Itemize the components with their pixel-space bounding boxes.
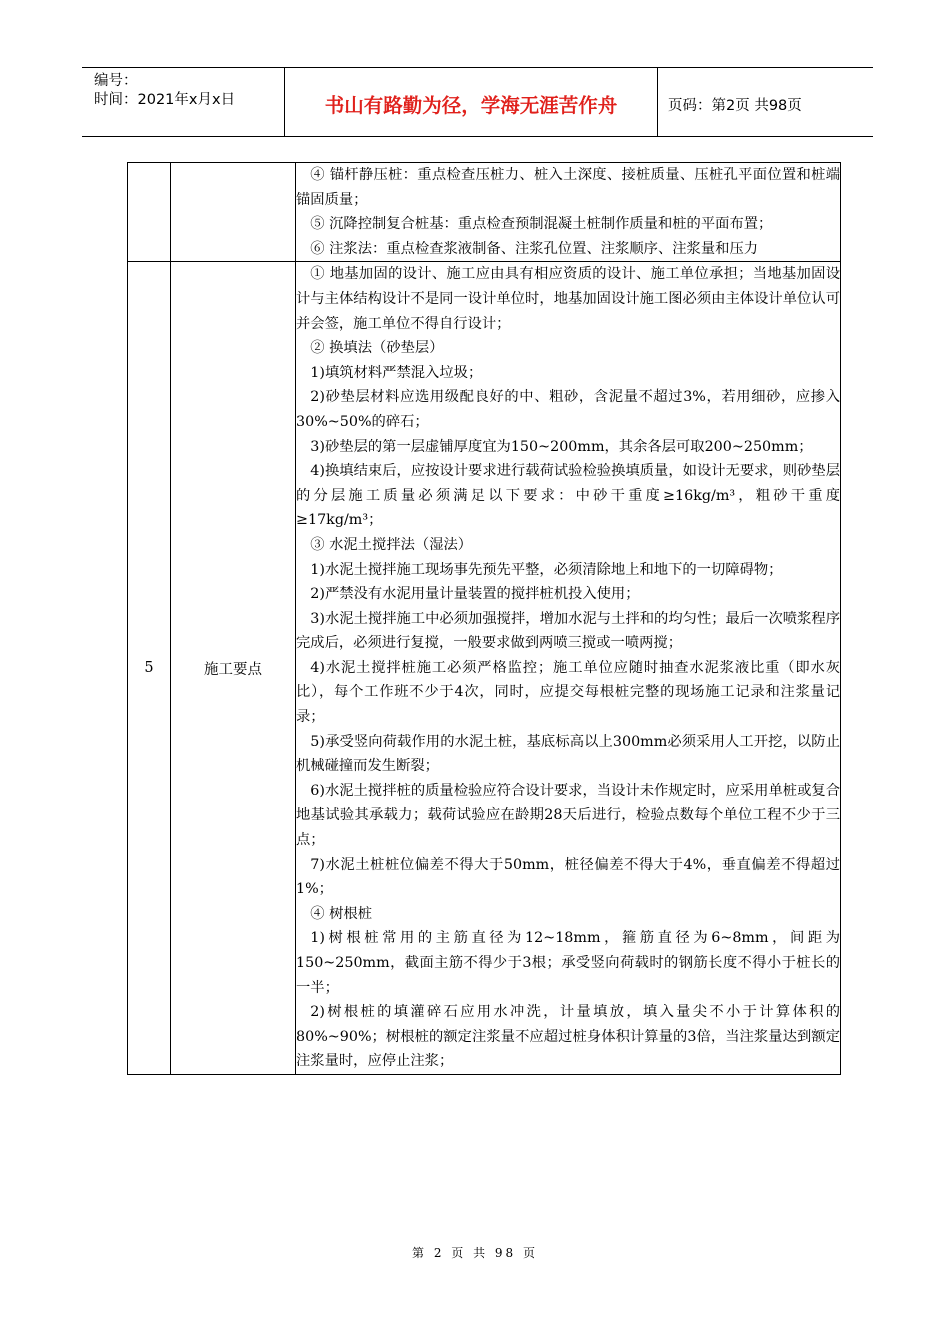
content-paragraph: ② 换填法（砂垫层） — [310, 340, 444, 357]
row-content-cell — [296, 262, 841, 1075]
content-paragraph: 1)填筑材料严禁混入垃圾； — [310, 364, 483, 381]
table-row — [128, 262, 841, 1075]
row-item-cell — [171, 163, 296, 262]
content-paragraph: 2)砂垫层材料应选用级配良好的中、粗砂，含泥量不超过3%，若用细砂，应掺入30%~50%的碎石； — [296, 389, 840, 430]
date-label: 时间：2021年x月x日 — [94, 92, 236, 108]
content-paragraph: 2)严禁没有水泥用量计量装置的搅拌桩机投入使用； — [310, 586, 640, 603]
page-header — [82, 67, 873, 137]
document-number-label: 编号： — [94, 73, 138, 89]
row-content-cell — [296, 163, 841, 262]
content-paragraph: 6)水泥土搅拌桩的质量检验应符合设计要求，当设计未作规定时，应采用单桩或复合地基试验其承载力；载荷试验应在龄期28天后进行，检验点数每个单位工程不少于三点； — [296, 782, 840, 849]
header-page-number: 页码：第2页 共98页 — [668, 97, 802, 114]
row-item-cell: 施工要点 — [171, 262, 296, 1075]
content-paragraph: 5)承受竖向荷载作用的水泥土桩，基底标高以上300mm必须采用人工开挖，以防止机械碰撞而发生断裂； — [296, 733, 840, 775]
content-paragraph: ③ 水泥土搅拌法（湿法） — [310, 536, 473, 553]
content-paragraph: 3)砂垫层的第一层虚铺厚度宜为150~200mm，其余各层可取200~250mm； — [310, 438, 813, 455]
content-paragraph: ④ 树根桩 — [310, 905, 373, 922]
content-paragraph: 2)树根桩的填灌碎石应用水冲洗，计量填放，填入量尖不小于计算体积的80%~90%；树根桩的额定注浆量不应超过桩身体积计算量的3倍，当注浆量达到额定注浆量时，应停止注浆； — [296, 1004, 840, 1070]
header-meta — [82, 68, 285, 136]
row-number-cell — [128, 163, 171, 262]
content-paragraph: 4)换填结束后，应按设计要求进行载荷试验检验换填质量，如设计无要求，则砂垫层的分层施工质量必须满足以下要求：中砂干重度≥16kg/m³，粗砂干重度≥17kg/m³； — [296, 463, 840, 529]
content-paragraph: ① 地基加固的设计、施工应由具有相应资质的设计、施工单位承担；当地基加固设计与主体结构设计不是同一设计单位时，地基加固设计施工图必须由主体设计单位认可并会签，施工单位不得自行设计； — [296, 266, 840, 332]
content-paragraph: 4)水泥土搅拌桩施工必须严格监控；施工单位应随时抽查水泥浆液比重（即水灰比），每个工作班不少于4次，同时，应提交每根桩完整的现场施工记录和注浆量记录； — [296, 659, 840, 726]
content-paragraph: 1)树根桩常用的主筋直径为12~18mm，箍筋直径为6~8mm，间距为150~250mm，截面主筋不得少于3根；承受竖向荷载时的钢筋长度不得小于桩长的一半； — [296, 930, 840, 996]
content-paragraph: 1)水泥土搅拌施工现场事先预先平整，必须清除地上和地下的一切障碍物； — [310, 561, 783, 578]
content-paragraph: 3)水泥土搅拌施工中必须加强搅拌，增加水泥与土拌和的均匀性；最后一次喷浆程序完成后，必须进行复搅，一般要求做到两喷三搅或一喷两搅； — [296, 610, 840, 652]
content-paragraph: ⑤ 沉降控制复合桩基：重点检查预制混凝土桩制作质量和桩的平面布置； — [310, 216, 773, 233]
table-row — [128, 163, 841, 262]
row-number-cell: 5 — [128, 262, 171, 1075]
content-paragraph: 7)水泥土桩桩位偏差不得大于50mm，桩径偏差不得大于4%，垂直偏差不得超过1%； — [296, 856, 840, 898]
content-paragraph: ⑥ 注浆法：重点检查浆液制备、注浆孔位置、注浆顺序、注浆量和压力 — [310, 240, 759, 257]
page-footer: 第 2 页 共 98 页 — [412, 1246, 538, 1260]
content-paragraph: ④ 锚杆静压桩：重点检查压桩力、桩入土深度、接桩质量、压桩孔平面位置和桩端锚固质量； — [296, 167, 840, 208]
content-table — [127, 162, 841, 1075]
header-motto: 书山有路勤为径，学海无涯苦作舟 — [285, 68, 658, 136]
